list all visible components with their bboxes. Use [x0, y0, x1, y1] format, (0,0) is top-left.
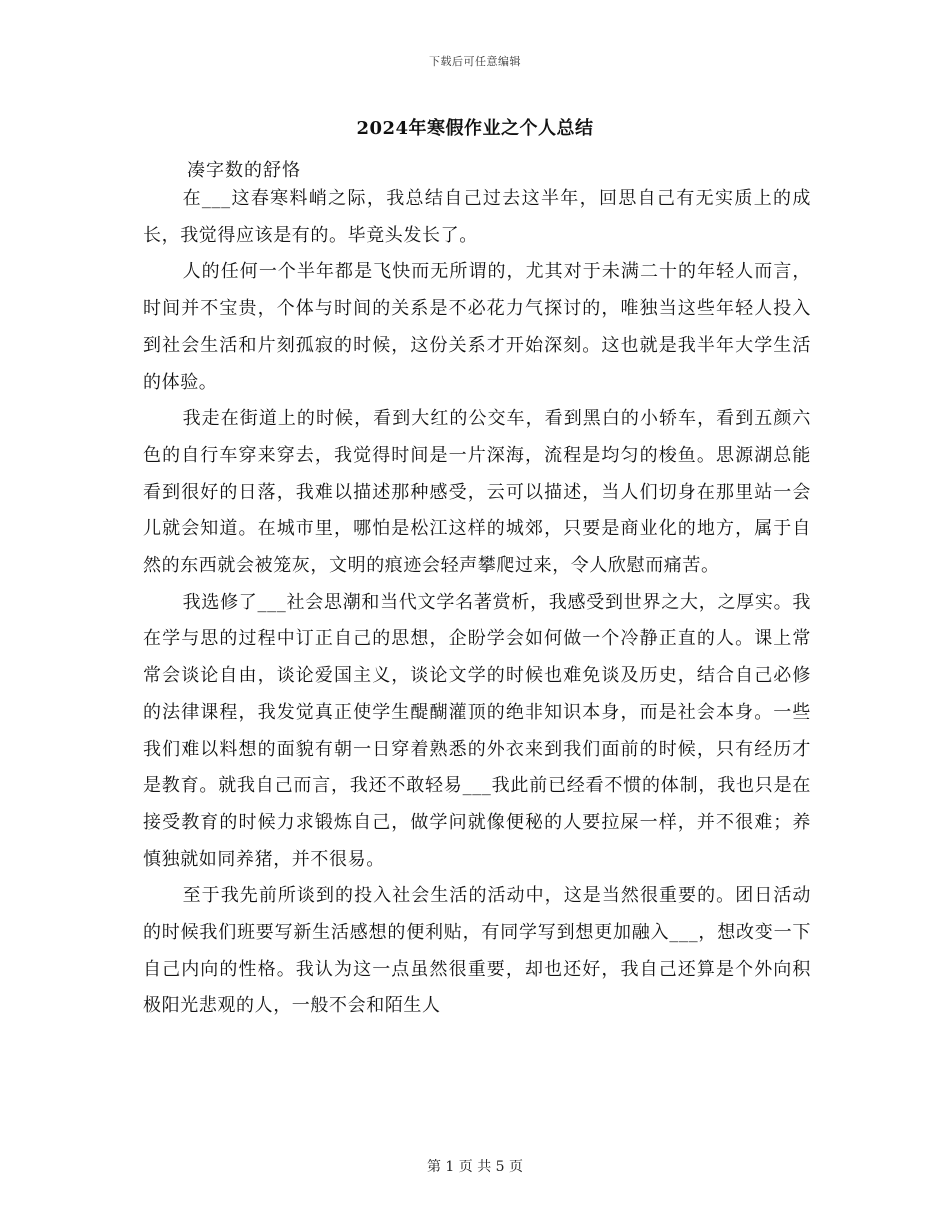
paragraph-2: 人的任何一个半年都是飞快而无所谓的，尤其对于未满二十的年轻人而言，时间并不宝贵，个体与时间的关系是不必花力气探讨的，唯独当这些年轻人投入到社会生活和片刻孤寂的时候，这份关系才开始深刻。这也就是我半年大学生活的体验。 [143, 261, 811, 393]
document-body [143, 181, 811, 1025]
paragraph-1: 在___这春寒料峭之际，我总结自己过去这半年，回思自己有无实质上的成长，我觉得应该是有的。毕竟头发长了。 [143, 188, 811, 246]
page-number: 第 1 页 共 5 页 [426, 1159, 524, 1175]
paragraph-4: 我选修了___社会思潮和当代文学名著赏析，我感受到世界之大，之厚实。我在学与思的过程中订正自己的思想，企盼学会如何做一个冷静正直的人。课上常常会谈论自由，谈论爱国主义，谈论文学的时候也难免谈及历史，结合自己必修的法律课程，我发觉真正使学生醍醐灌顶的绝非知识本身，而是社会本身。一些我们难以料想的面貌有朝一日穿着熟悉的外衣来到我们面前的时候，只有经历才是教育。就我自己而言，我还不敢轻易___我此前已经看不惯的体制，我也只是在接受教育的时候力求锻炼自己，做学问就像便秘的人要拉屎一样，并不很难；养慎独就如同养猪，并不很易。 [143, 591, 811, 870]
paragraph-3: 我走在街道上的时候，看到大红的公交车，看到黑白的小轿车，看到五颜六色的自行车穿来穿去，我觉得时间是一片深海，流程是均匀的梭鱼。思源湖总能看到很好的日落，我难以描述那种感受，云可以描述，当人们切身在那里站一会儿就会知道。在城市里，哪怕是松江这样的城郊，只要是商业化的地方，属于自然的东西就会被笼灰，文明的痕迹会轻声攀爬过来，令人欣慰而痛苦。 [143, 408, 811, 577]
paragraph-5: 至于我先前所谈到的投入社会生活的活动中，这是当然很重要的。团日活动的时候我们班要写新生活感想的便利贴，有同学写到想更加融入___，想改变一下自己内向的性格。我认为这一点虽然很重要，却也还好，我自己还算是个外向积极阳光悲观的人，一般不会和陌生人 [143, 885, 811, 1017]
document-title: 2024年寒假作业之个人总结 [356, 118, 594, 139]
document-subtitle: 凑字数的舒恪 [187, 160, 301, 181]
header-note: 下载后可任意编辑 [429, 55, 521, 68]
